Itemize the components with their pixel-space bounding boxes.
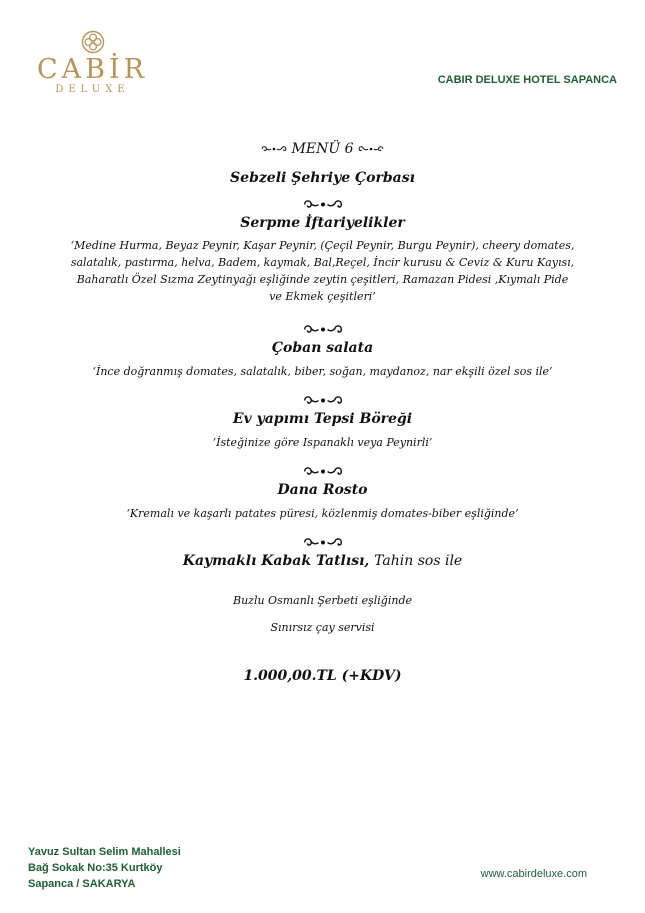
price: 1.000,00.TL (+KDV)	[243, 668, 402, 684]
logo-emblem-icon	[81, 30, 105, 54]
ornament-divider-icon	[302, 395, 344, 406]
website-link[interactable]: www.cabirdeluxe.com	[480, 868, 587, 880]
ornament-left-icon	[261, 144, 287, 154]
iftar-title: Serpme İftariyelikler	[240, 215, 405, 231]
iftar-desc-line: Baharatlı Özel Sızma Zeytinyağı eşliğinde zeytin çeşitleri, Ramazan Pidesi ,Kıymalı Pide	[76, 273, 569, 286]
salad-desc: ‘İnce doğranmış domates, salatalık, biber, soğan, maydanoz, nar ekşili özel sos ile’	[92, 365, 553, 378]
iftar-desc-line: salatalık, pastırma, helva, Badem, kaymak, Bal,Reçel, İncir kurusu & Ceviz & Kuru Kayısı,	[70, 256, 575, 269]
address-line: Yavuz Sultan Selim Mahallesi	[28, 846, 181, 858]
logo	[30, 30, 155, 96]
borek-title: Ev yapımı Tepsi Böreği	[232, 411, 413, 427]
hotel-name: CABIR DELUXE HOTEL SAPANCA	[437, 74, 617, 86]
dessert-tail: Tahin sos ile	[374, 553, 463, 569]
dessert-title: Kaymaklı Kabak Tatlısı,	[182, 553, 370, 569]
iftar-desc-line: ve Ekmek çeşitleri’	[269, 290, 376, 303]
roast-desc: ‘Kremalı ve kaşarlı patates püresi, közlenmiş domates-biber eşliğinde’	[126, 507, 519, 520]
ornament-right-icon	[358, 144, 384, 154]
ornament-divider-icon	[302, 324, 344, 335]
tea-line: Sınırsız çay servisi	[270, 621, 375, 634]
menu-title: MENÜ 6	[291, 141, 354, 157]
logo-brand: CABİR	[37, 54, 148, 85]
iftar-desc-line: ‘Medine Hurma, Beyaz Peynir, Kaşar Peynir, (Çeçil Peynir, Burgu Peynir), cheery domates,	[70, 239, 575, 252]
address-line: Bağ Sokak No:35 Kurtköy	[28, 862, 163, 874]
borek-desc: ‘İsteğinize göre Ispanaklı veya Peynirli’	[212, 436, 433, 449]
roast-title: Dana Rosto	[277, 482, 368, 498]
ornament-divider-icon	[302, 466, 344, 477]
ornament-divider-icon	[302, 199, 344, 210]
menu	[60, 140, 585, 684]
footer-address	[28, 844, 181, 892]
logo-sub: DELUXE	[55, 84, 130, 95]
salad-title: Çoban salata	[271, 340, 374, 356]
soup-title: Sebzeli Şehriye Çorbası	[230, 170, 415, 186]
sherbet-line: Buzlu Osmanlı Şerbeti eşliğinde	[232, 594, 412, 607]
dessert-line	[60, 552, 585, 570]
menu-title-line	[60, 140, 585, 158]
ornament-divider-icon	[302, 537, 344, 548]
address-line: Sapanca / SAKARYA	[28, 878, 136, 890]
